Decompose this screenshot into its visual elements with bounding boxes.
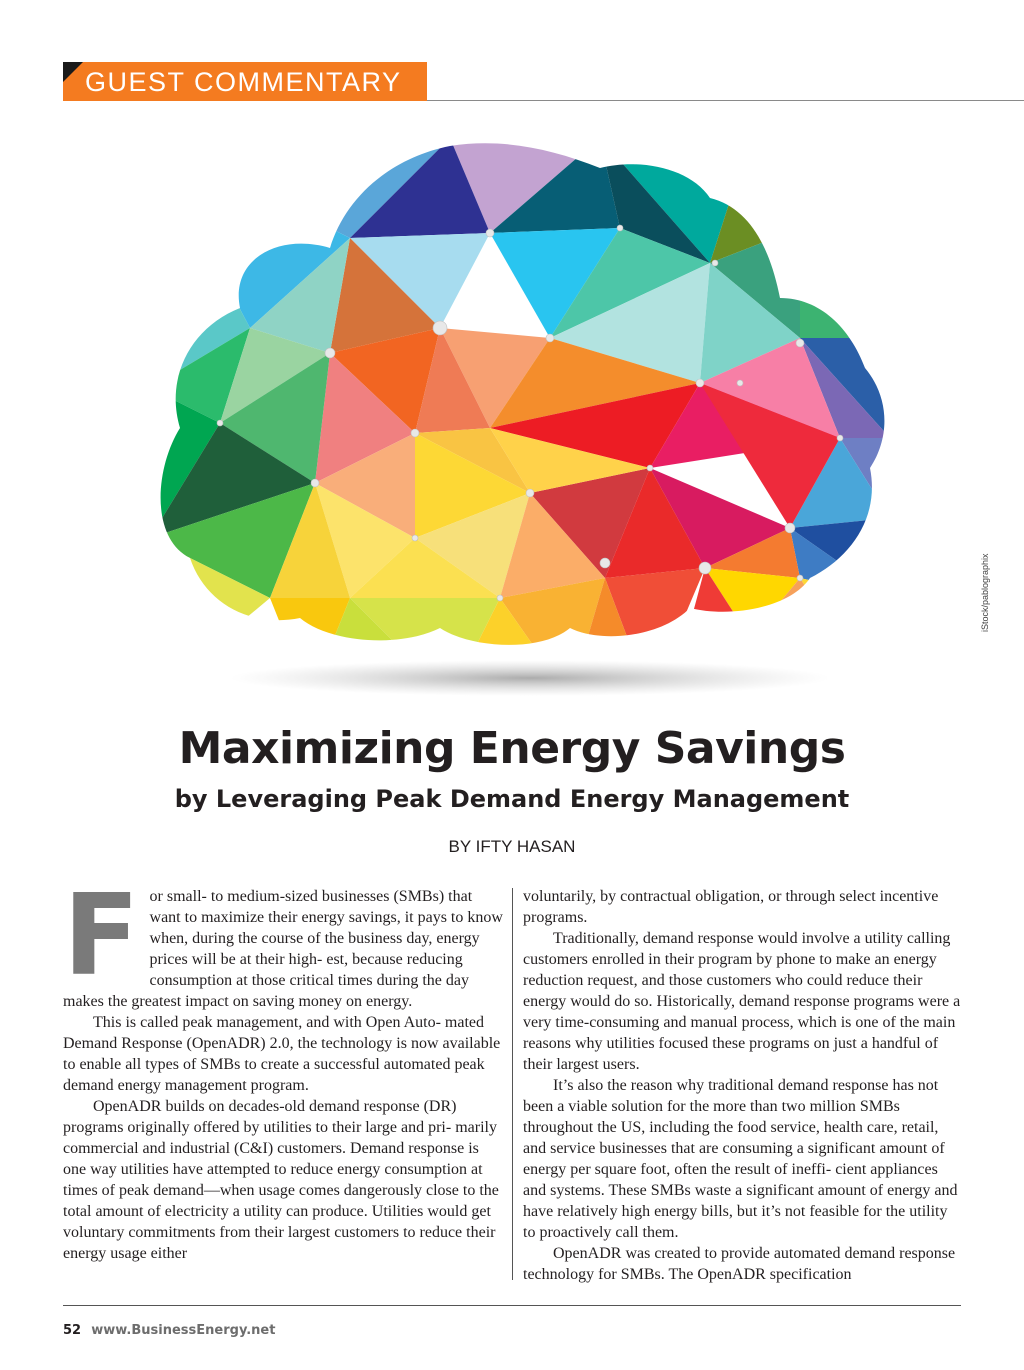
- tag-corner-icon: [63, 62, 83, 82]
- article-title: Maximizing Energy Savings: [178, 723, 846, 774]
- cloud-illustration: [150, 138, 890, 698]
- header-rule: [427, 100, 1024, 101]
- section-label: GUEST COMMENTARY: [85, 67, 402, 97]
- cloud-polygons: [150, 138, 890, 698]
- drop-cap: F: [63, 871, 140, 1001]
- paragraph: It’s also the reason why traditional demand response has not been a viable solution for the more than two million SMBs throughout the US, including the food service, health care, retail, and service businesses that are consuming a significant amount of energy per square foot, often the result of ineffi- cient appliances and systems. These SMBs waste a significant amount of energy and have relatively high energy bills, but it’s not feasible for the utility to proactively call them.: [523, 1077, 958, 1241]
- section-tag: [63, 62, 427, 101]
- paragraph: OpenADR builds on decades-old demand response (DR) programs originally offered by utilities to their large and pri- marily commercial and industrial (C&I) customers. Demand response is one way utilities have attempted to reduce energy consumption at times of peak demand—when usage comes dangerously close to the total amount of electricity a utility can produce. Utilities would get voluntary commitments from their largest customers to reduce their energy usage either: [63, 1098, 499, 1262]
- right-column: [523, 886, 963, 1285]
- column-divider: [512, 888, 513, 1280]
- paragraph: voluntarily, by contractual obligation, or through select incentive programs.: [523, 888, 939, 926]
- byline: BY IFTY HASAN: [448, 837, 576, 856]
- footer-url[interactable]: www.BusinessEnergy.net: [91, 1323, 276, 1338]
- paragraph: This is called peak management, and with Open Auto- mated Demand Response (OpenADR) 2.0, the technology is now available to enable all types of SMBs to create a successful automated peak demand energy management program.: [63, 1014, 501, 1094]
- footer-rule: [63, 1305, 961, 1306]
- page-footer: [63, 1323, 275, 1338]
- paragraph: Traditionally, demand response would involve a utility calling customers enrolled in their program by phone to make an energy reduction request, and those customers who could reduce their energy would do so. Historically, demand response programs were a very time-consuming and manual process, which is one of the main reasons why utilities focused these programs on just a handful of their largest users.: [523, 930, 961, 1073]
- article-subtitle: by Leveraging Peak Demand Energy Management: [174, 785, 850, 813]
- left-column: [63, 871, 503, 1264]
- paragraph: For small- to medium-sized businesses (SMBs) that want to maximize their energy savings, it pays to know when, during the course of the business day, energy prices will be at their high- est, because reducing consumption at those critical times during the day makes the greatest impact on saving money on energy.: [63, 871, 503, 1010]
- paragraph: OpenADR was created to provide automated demand response technology for SMBs. The OpenADR specification: [523, 1245, 956, 1283]
- cloud-shadow: [230, 660, 830, 696]
- page-number: 52: [63, 1323, 82, 1338]
- image-credit: iStock/pablographix: [980, 553, 990, 632]
